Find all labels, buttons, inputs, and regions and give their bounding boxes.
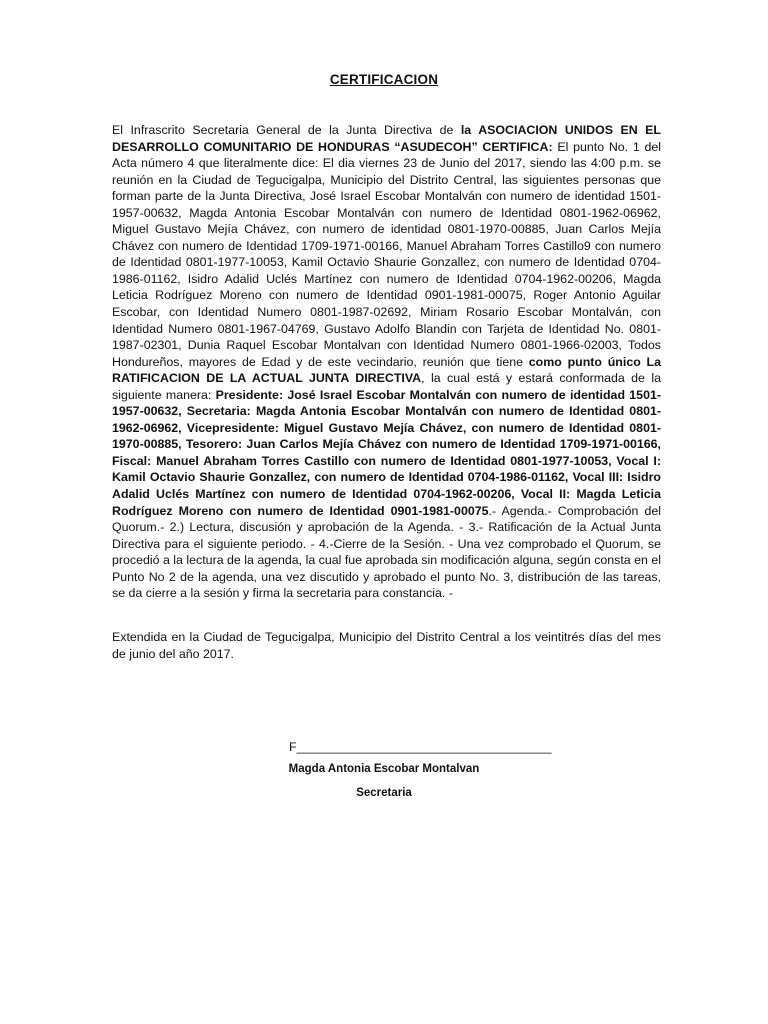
bold-text-run: como punto único La RATIFICACION DE LA ACTUAL JUNTA DIRECTIVA (112, 354, 661, 386)
text-run: .- Agenda.- Comprobación del Quorum.- 2.) Lectura, discusión y aprobación de la Agenda. - 3.- Ratificación de la Actual Junta Directiva para el siguiente periodo. - 4.-Cierre de la Sesión. - Una vez comprobado el Quorum, se procedió a la lectura de la agenda, la cual fue aprobada sin modificación alguna, según consta en el Punto No 2 de la agenda, una vez discutido y aprobado el punto No. 3, distribución de las tareas, se da cierre a la sesión y firma la secretaria para constancia. - (112, 503, 662, 601)
document-title: CERTIFICACION (329, 72, 439, 87)
text-run: El punto No. 1 del Acta número 4 que literalmente dice: El dia viernes 23 de Junio del 2017, siendo las 4:00 p.m. se reunión en la Ciudad de Tegucigalpa, Municipio del Distrito Central, las siguientes personas que forman parte de la Junta Directiva, José Israel Escobar Montalván con numero de identidad 1501-1957-00632, Magda Antonia Escobar Montalván con numero de Identidad 0801-1962-06962, Miguel Gustavo Mejía Chávez, con numero de identidad 0801-1970-00885, Juan Carlos Mejía Chávez con numero de Identidad 1709-1971-00166, Manuel Abraham Torres Castillo9 con numero de Identidad 0801-1977-10053, Kamil Octavio Shaurie Gonzallez, con numero de Identidad 0704-1986-01162, Isidro Adalid Uclés Martínez con numero de Identidad 0704-1962-00206, Magda Leticia Rodríguez Moreno con numero de Identidad 0901-1981-00075, Roger Antonio Aguilar Escobar, con Identidad Numero 0801-1987-02692, Miriam Rosario Escobar Montalván, con Identidad Numero 0801-1967-04769, Gustavo Adolfo Blandin con Tarjeta de Identidad No. 0801-1987-02301, Dunia Raquel Escobar Montalvan con Identidad Numero 0801-1966-02003, Todos Hondureños, mayores de Edad y de este vecindario, reunión que tiene (112, 139, 661, 369)
closing-paragraph: Extendida en la Ciudad de Tegucigalpa, Municipio del Distrito Central a los veintitrés días del mes de junio del año 2017. (112, 630, 661, 661)
signatory-name: Magda Antonia Escobar Montalvan (288, 763, 480, 775)
certification-body (112, 122, 661, 602)
text-run: , la cual está y estará conformada de la siguiente manera: (112, 371, 661, 402)
text-run: El Infrascrito Secretaria General de la Junta Directiva de (112, 123, 461, 137)
signatory-title: Secretaria (356, 787, 412, 799)
signature-line: F_____________________________________ (289, 740, 552, 754)
bold-text-run: Presidente: José Israel Escobar Montalván con numero de identidad 1501-1957-00632, Secretaria: Magda Antonia Escobar Montalván con numero de Identidad 0801-1962-06962, Vicepresidente: Miguel Gustavo Mejía Chávez, con numero de Identidad 0801-1970-00885, Tesorero: Juan Carlos Mejía Chávez con numero de Identidad 1709-1971-00166, Fiscal: Manuel Abraham Torres Castillo con numero de Identidad 0801-1977-10053, Vocal I: Kamil Octavio Shaurie Gonzallez, con numero de Identidad 0704-1986-01162, Vocal III: Isidro Adalid Uclés Martínez con numero de Identidad 0704-1962-00206, Vocal II: Magda Leticia Rodríguez Moreno con numero de Identidad 0901-1981-00075 (112, 387, 661, 518)
bold-text-run: la ASOCIACION UNIDOS EN EL DESARROLLO COMUNITARIO DE HONDURAS “ASUDECOH” CERTIFICA: (112, 123, 661, 154)
